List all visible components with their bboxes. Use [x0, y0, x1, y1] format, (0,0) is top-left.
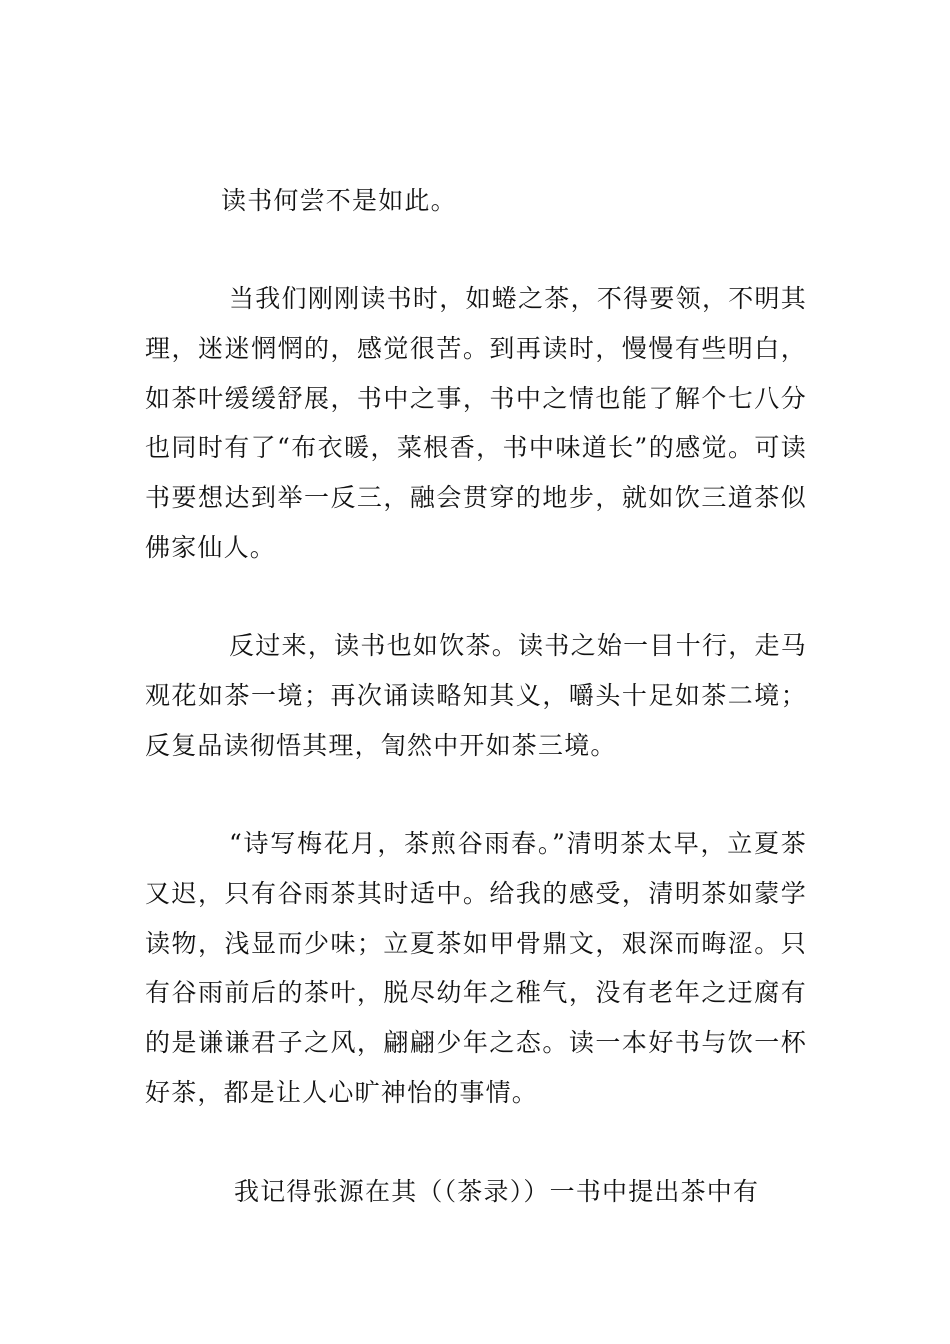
paragraph-zhang-yuan: 我记得张源在其（（茶录））一书中提出茶中有 [234, 1177, 760, 1206]
paragraph-reading-likewise: 读书何尝不是如此。 [221, 186, 457, 215]
paragraph-three-realms: 反过来，读书也如饮茶。读书之始一目十行，走马观花如茶一境；再次诵读略知其义，嚼头十足如茶二境；反复品读彻悟其理，訇然中开如茶三境。 [145, 631, 807, 760]
paragraph-first-reading: 当我们刚刚读书时，如蜷之茶，不得要领，不明其理，迷迷惘惘的，感觉很苦。到再读时，慢慢有些明白，如茶叶缓缓舒展，书中之事，书中之情也能了解个七八分也同时有了“布衣暖，菜根香，书中味道长”的感觉。可读书要想达到举一反三，融会贯穿的地步，就如饮三道茶似佛家仙人。 [145, 284, 807, 562]
paragraph-guyu-tea: “诗写梅花月，茶煎谷雨春。”清明茶太早，立夏茶又迟，只有谷雨茶其时适中。给我的感受，清明茶如蒙学读物，浅显而少味；立夏茶如甲骨鼎文，艰深而晦涩。只有谷雨前后的茶叶，脱尽幼年之稚气，没有老年之迂腐有的是谦谦君子之风，翩翩少年之态。读一本好书与饮一杯好茶，都是让人心旷神怡的事情。 [145, 829, 807, 1107]
